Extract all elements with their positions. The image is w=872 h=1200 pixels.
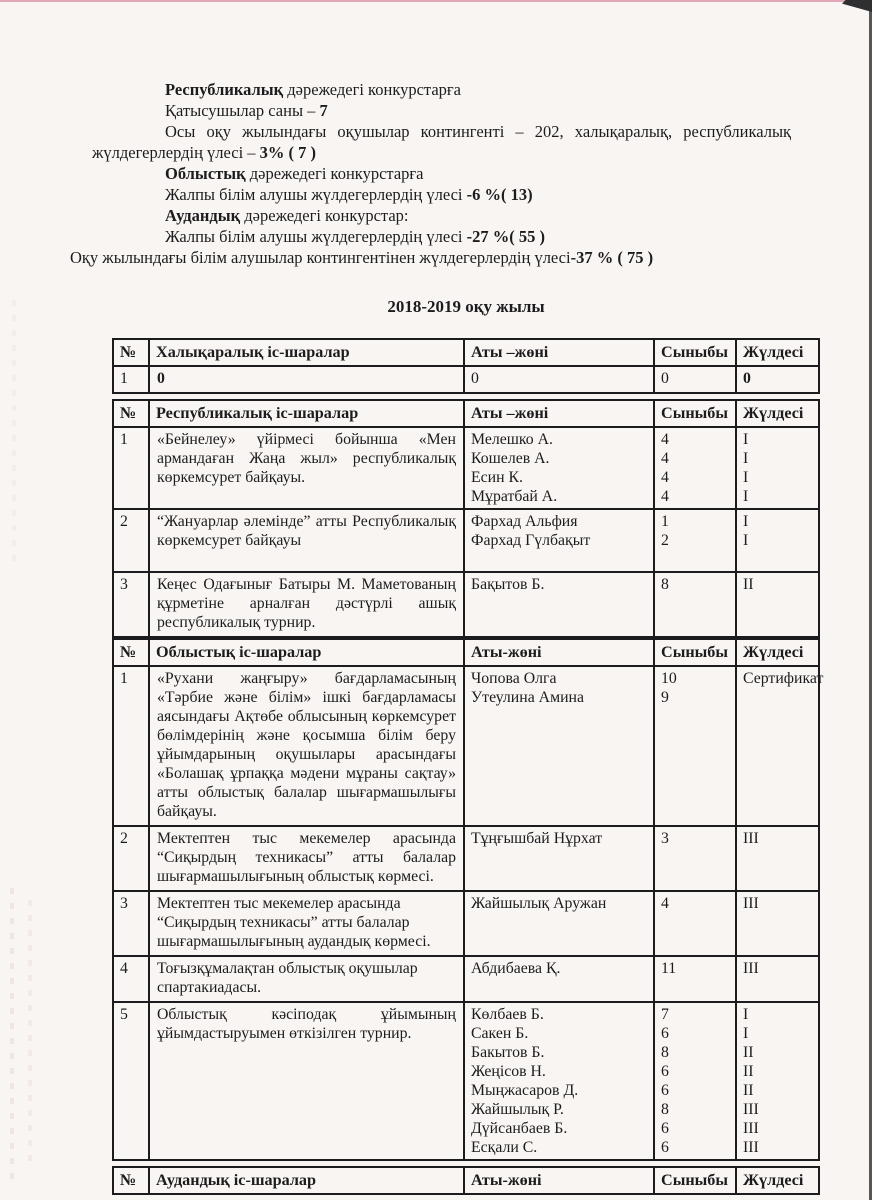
intro-text: дәрежедегі конкурстарға bbox=[283, 80, 461, 99]
cell-event: Кеңес Одағынығ Батыры М. Маметованың құрметіне арналған дәстүрлі ашық республикалық турнир. bbox=[148, 573, 463, 636]
cell-prizes bbox=[735, 1003, 818, 1159]
header-cell-name: Аты-жөні bbox=[463, 1168, 653, 1193]
year-title: 2018-2019 оқу жылы bbox=[387, 297, 545, 316]
class-line: 7 bbox=[661, 1006, 669, 1023]
name-line: Есқали С. bbox=[471, 1139, 538, 1156]
cell-prizes bbox=[735, 367, 818, 392]
prize-line: I bbox=[743, 469, 749, 486]
name-line: Жеңісов Н. bbox=[471, 1063, 546, 1080]
header-cell-event: Республикалық іс-шаралар bbox=[148, 401, 463, 426]
table-section bbox=[112, 638, 824, 1161]
cell-number: 5 bbox=[120, 1006, 128, 1023]
class-line: 6 bbox=[661, 1120, 669, 1137]
cell-number: 4 bbox=[120, 960, 128, 977]
prize-line: III bbox=[743, 960, 759, 977]
intro-line bbox=[70, 121, 822, 142]
cell-number: 3 bbox=[120, 895, 128, 912]
intro-bold-text: 7 bbox=[319, 101, 328, 120]
class-line: 3 bbox=[661, 830, 669, 847]
cell-prizes bbox=[735, 510, 818, 571]
prize-line: Сертификат bbox=[743, 670, 824, 687]
intro-bold-text: -27 %( 55 ) bbox=[466, 227, 545, 246]
cell-names bbox=[463, 1003, 653, 1159]
cell-event: «Рухани жаңғыру» бағдарламасының «Тәрбие және білім» ішкі бағдарламасы аясындағы Ақтөбе облысының көркемсурет бөлімдерінің және қосымша білім беру ұйымдарының оқушылары арасындағы «Болашақ ұрпаққа мәдени мұраны сақтау» атты облыстық балалар шығармашылығы байқауы. bbox=[148, 667, 463, 825]
prize-line: II bbox=[743, 576, 754, 593]
prize-line: III bbox=[743, 895, 759, 912]
cell-classes bbox=[653, 957, 735, 1001]
table-row bbox=[114, 365, 818, 392]
intro-paragraph bbox=[70, 79, 822, 268]
intro-line bbox=[70, 226, 822, 247]
header-cell-no: № bbox=[120, 343, 137, 361]
class-line: 6 bbox=[661, 1063, 669, 1080]
prize-line: I bbox=[743, 513, 749, 530]
header-cell-name: Аты –жөні bbox=[463, 340, 653, 365]
table-header-row bbox=[114, 640, 818, 665]
name-line: Утеулина Амина bbox=[471, 689, 584, 706]
cell-prizes bbox=[735, 892, 818, 955]
header-cell-cls: Сыныбы bbox=[653, 340, 735, 365]
cell-classes bbox=[653, 367, 735, 392]
name-line: Көлбаев Б. bbox=[471, 1006, 544, 1023]
table-row bbox=[114, 426, 818, 508]
header-cell-prize: Жүлдесі bbox=[735, 640, 818, 665]
table-header-row bbox=[114, 401, 818, 426]
class-line: 8 bbox=[661, 1101, 669, 1118]
intro-line bbox=[70, 79, 822, 100]
cell-names bbox=[463, 892, 653, 955]
prize-line: III bbox=[743, 830, 759, 847]
intro-line bbox=[70, 184, 822, 205]
class-line: 4 bbox=[661, 469, 669, 486]
prize-line: III bbox=[743, 1139, 759, 1156]
cell-classes bbox=[653, 428, 735, 508]
prize-line: II bbox=[743, 1044, 754, 1061]
class-line: 6 bbox=[661, 1139, 669, 1156]
table-row bbox=[114, 825, 818, 890]
name-line bbox=[471, 550, 647, 569]
name-line: Мелешко А. bbox=[471, 431, 553, 448]
class-line: 2 bbox=[661, 532, 669, 549]
table-section bbox=[112, 399, 820, 638]
name-line: 0 bbox=[471, 370, 479, 387]
cell-number: 2 bbox=[120, 513, 128, 530]
cell-prizes bbox=[735, 573, 818, 636]
prize-line: 0 bbox=[743, 370, 751, 387]
prize-line: III bbox=[743, 1120, 759, 1137]
header-cell-event: Халықаралық іс-шаралар bbox=[148, 340, 463, 365]
intro-text: Қатысушылар саны – bbox=[165, 101, 320, 120]
scan-streak-artifact bbox=[10, 888, 14, 1183]
table-row bbox=[114, 890, 818, 955]
intro-text: Жалпы білім алушы жүлдегерлердің үлесі bbox=[165, 227, 467, 246]
table-section bbox=[112, 338, 820, 394]
class-line: 4 bbox=[661, 450, 669, 467]
table-row bbox=[114, 665, 824, 825]
class-line: 10 bbox=[661, 670, 677, 687]
intro-text: дәрежедегі конкурстарға bbox=[245, 164, 424, 183]
header-cell-no: № bbox=[120, 643, 137, 661]
cell-names bbox=[463, 367, 653, 392]
prize-line: II bbox=[743, 1063, 754, 1080]
cell-classes bbox=[653, 573, 735, 636]
cell-names bbox=[463, 827, 653, 890]
name-line: Сакен Б. bbox=[471, 1025, 529, 1042]
cell-names bbox=[463, 667, 653, 825]
cell-event: “Жануарлар әлемінде” атты Республикалық көркемсурет байқауы bbox=[148, 510, 463, 571]
intro-bold-text: Республикалық bbox=[165, 80, 284, 99]
name-line: Мыңжасаров Д. bbox=[471, 1082, 579, 1099]
class-line: 6 bbox=[661, 1082, 669, 1099]
cell-event: 0 bbox=[148, 367, 463, 392]
name-line: Кошелев А. bbox=[471, 450, 550, 467]
name-line: Фархад Альфия bbox=[471, 513, 578, 530]
class-line: 4 bbox=[661, 895, 669, 912]
cell-event: Облыстық кәсіподақ ұйымының ұйымдастыруымен өткізілген турнир. bbox=[148, 1003, 463, 1159]
table-header-row bbox=[114, 340, 818, 365]
intro-bold-text: -6 %( 13) bbox=[466, 185, 533, 204]
table-section bbox=[112, 1166, 820, 1195]
prize-line: I bbox=[743, 1025, 749, 1042]
cell-names bbox=[463, 510, 653, 571]
class-line: 6 bbox=[661, 1025, 669, 1042]
intro-text: Оқу жылындағы білім алушылар контингентінен жүлдегерлердің үлесі bbox=[70, 248, 571, 267]
cell-event: Тоғызқұмалақтан облыстық оқушылар спартакиадасы. bbox=[148, 957, 463, 1001]
intro-line bbox=[70, 142, 822, 163]
table-header-row bbox=[114, 1168, 818, 1193]
header-cell-event: Аудандық іс-шаралар bbox=[148, 1168, 463, 1193]
name-line: Тұңғышбай Нұрхат bbox=[471, 830, 603, 847]
class-line: 8 bbox=[661, 576, 669, 593]
class-line: 1 bbox=[661, 513, 669, 530]
cell-prizes bbox=[735, 957, 818, 1001]
intro-line bbox=[70, 205, 822, 226]
intro-line bbox=[70, 247, 822, 268]
name-line: Чопова Олга bbox=[471, 670, 557, 687]
header-cell-cls: Сыныбы bbox=[653, 1168, 735, 1193]
cell-prizes bbox=[735, 428, 818, 508]
cell-prizes bbox=[735, 667, 829, 825]
cell-number: 3 bbox=[120, 576, 128, 593]
prize-line: I bbox=[743, 431, 749, 448]
cell-prizes bbox=[735, 827, 818, 890]
header-cell-cls: Сыныбы bbox=[653, 640, 735, 665]
class-line: 8 bbox=[661, 1044, 669, 1061]
cell-names bbox=[463, 573, 653, 636]
name-line: Жайшылық Аружан bbox=[471, 895, 607, 912]
class-line: 4 bbox=[661, 488, 669, 505]
name-line: Бакытов Б. bbox=[471, 1044, 545, 1061]
intro-bold-text: Облыстық bbox=[165, 164, 246, 183]
prize-line: I bbox=[743, 1006, 749, 1023]
name-line: Бақытов Б. bbox=[471, 576, 545, 593]
name-line: Жайшылық Р. bbox=[471, 1101, 564, 1118]
cell-number: 1 bbox=[120, 670, 128, 687]
intro-line bbox=[70, 163, 822, 184]
header-cell-prize: Жүлдесі bbox=[735, 340, 818, 365]
header-cell-prize: Жүлдесі bbox=[735, 401, 818, 426]
name-line: Мұратбай А. bbox=[471, 488, 558, 505]
table-row bbox=[114, 955, 818, 1001]
intro-bold-text: 3% ( 7 ) bbox=[259, 143, 317, 162]
intro-text: дәрежедегі конкурстар: bbox=[240, 206, 409, 225]
header-cell-name: Аты-жөні bbox=[463, 640, 653, 665]
cell-names bbox=[463, 428, 653, 508]
prize-line: I bbox=[743, 488, 749, 505]
cell-event: Мектептен тыс мекемелер арасында “Сиқырдың техникасы” атты балалар шығармашылығының аудандық көрмесі. bbox=[148, 892, 463, 955]
scan-corner-mark bbox=[842, 0, 872, 12]
cell-classes bbox=[653, 827, 735, 890]
class-line: 9 bbox=[661, 689, 669, 706]
class-line: 0 bbox=[661, 370, 669, 387]
scan-streak-artifact bbox=[28, 900, 32, 1165]
cell-classes bbox=[653, 510, 735, 571]
prize-line: III bbox=[743, 1101, 759, 1118]
table-row bbox=[114, 1001, 818, 1159]
class-line: 11 bbox=[661, 960, 677, 977]
cell-classes bbox=[653, 667, 735, 825]
intro-bold-text: Аудандық bbox=[165, 206, 241, 225]
table-row bbox=[114, 571, 818, 636]
intro-text: жүлдегерлердің үлесі – bbox=[92, 143, 260, 162]
results-table bbox=[112, 338, 824, 1195]
header-cell-prize: Жүлдесі bbox=[735, 1168, 818, 1193]
class-line: 4 bbox=[661, 431, 669, 448]
cell-classes bbox=[653, 892, 735, 955]
header-cell-cls: Сыныбы bbox=[653, 401, 735, 426]
name-line: Абдибаева Қ. bbox=[471, 960, 561, 977]
prize-line: II bbox=[743, 1082, 754, 1099]
intro-bold-text: -37 % ( 75 ) bbox=[570, 248, 654, 267]
cell-number: 1 bbox=[120, 370, 128, 387]
name-line: Дүйсанбаев Б. bbox=[471, 1120, 568, 1137]
prize-line: I bbox=[743, 450, 749, 467]
cell-event: «Бейнелеу» үйірмесі бойынша «Мен армандаған Жаңа жыл» республикалық көркемсурет байқауы. bbox=[148, 428, 463, 508]
scan-top-edge-artifact bbox=[0, 0, 872, 2]
name-line: Фархад Гүлбақыт bbox=[471, 532, 591, 549]
intro-text: Осы оқу жылындағы оқушылар контингенті – 202, халықаралық, республикалық bbox=[165, 122, 792, 141]
cell-classes bbox=[653, 1003, 735, 1159]
intro-line bbox=[70, 100, 822, 121]
header-cell-name: Аты –жөні bbox=[463, 401, 653, 426]
cell-names bbox=[463, 957, 653, 1001]
header-cell-event: Облыстық іс-шаралар bbox=[148, 640, 463, 665]
cell-number: 1 bbox=[120, 431, 128, 448]
scan-streak-artifact bbox=[12, 300, 16, 570]
name-line: Есин К. bbox=[471, 469, 524, 486]
header-cell-no: № bbox=[120, 1171, 137, 1189]
table-row bbox=[114, 508, 818, 571]
prize-line: I bbox=[743, 532, 749, 549]
intro-text: Жалпы білім алушы жүлдегерлердің үлесі bbox=[165, 185, 467, 204]
cell-number: 2 bbox=[120, 830, 128, 847]
cell-event: Мектептен тыс мекемелер арасында “Сиқырдың техникасы” атты балалар шығармашылығының облыстық көрмесі. bbox=[148, 827, 463, 890]
header-cell-no: № bbox=[120, 404, 137, 422]
